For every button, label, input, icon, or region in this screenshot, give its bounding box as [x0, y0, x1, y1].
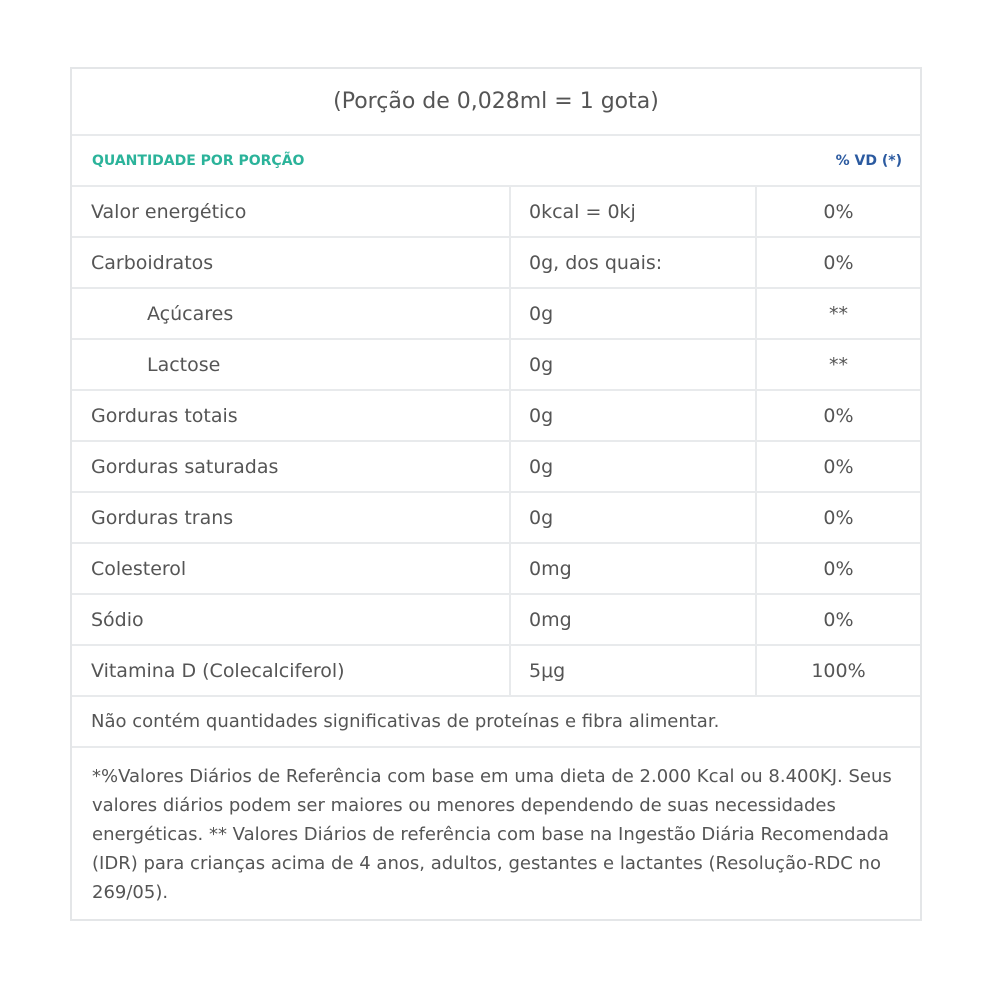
quantity-per-portion-header: QUANTIDADE POR PORÇÃO	[92, 152, 305, 169]
nutrient-name: Valor energético	[72, 187, 511, 236]
daily-value-header: % VD (*)	[835, 152, 902, 169]
nutrient-row-gorduras-saturadas	[72, 442, 920, 493]
nutrient-name: Gorduras trans	[72, 493, 511, 542]
table-header-row	[72, 136, 920, 187]
nutrient-daily-value: 0%	[823, 557, 854, 580]
nutrient-amount: 0g	[511, 442, 757, 491]
daily-value-footnote-row	[72, 748, 920, 919]
nutrient-amount: 0mg	[511, 544, 757, 593]
nutrient-name: Gorduras saturadas	[72, 442, 511, 491]
nutrient-daily-value: 0%	[823, 506, 854, 529]
nutrient-daily-value: 0%	[823, 404, 854, 427]
nutrient-row-acucares	[72, 289, 920, 340]
nutrient-row-sodio	[72, 595, 920, 646]
nutrient-amount: 0kcal = 0kj	[511, 187, 757, 236]
nutrient-amount: 0mg	[511, 595, 757, 644]
nutrient-amount: 0g	[511, 493, 757, 542]
nutrient-row-colesterol	[72, 544, 920, 595]
nutrient-row-lactose	[72, 340, 920, 391]
nutrient-daily-value: 0%	[823, 608, 854, 631]
nutrient-name: Lactose	[72, 340, 511, 389]
daily-value-footnote: *%Valores Diários de Referência com base em uma dieta de 2.000 Kcal ou 8.400KJ. Seus valores diários podem ser maiores ou menores dependendo de suas necessidades energéticas. ** Valores Diários de referência com base na Ingestão Diária Recomendada (IDR) para crianças acima de 4 anos, adultos, gestantes e lactantes (Resolução-RDC no 269/05).	[92, 766, 892, 903]
nutrient-row-gorduras-totais	[72, 391, 920, 442]
nutrient-name: Sódio	[72, 595, 511, 644]
nutrient-amount: 0g	[511, 289, 757, 338]
nutrient-row-vitamina-d	[72, 646, 920, 697]
not-significant-note-row	[72, 697, 920, 748]
nutrient-row-valor-energetico	[72, 187, 920, 238]
nutrient-amount: 0g, dos quais:	[511, 238, 757, 287]
nutrient-name: Carboidratos	[72, 238, 511, 287]
nutrient-daily-value: 0%	[823, 251, 854, 274]
not-significant-note: Não contém quantidades significativas de proteínas e fibra alimentar.	[91, 711, 720, 732]
nutrient-daily-value: **	[829, 302, 848, 325]
nutrient-daily-value: 0%	[823, 455, 854, 478]
nutrient-row-carboidratos	[72, 238, 920, 289]
nutrition-facts-table	[70, 67, 922, 921]
portion-size-text: (Porção de 0,028ml = 1 gota)	[333, 89, 659, 114]
nutrient-name: Colesterol	[72, 544, 511, 593]
nutrient-daily-value: **	[829, 353, 848, 376]
nutrient-amount: 5μg	[511, 646, 757, 695]
nutrient-row-gorduras-trans	[72, 493, 920, 544]
portion-size-row	[72, 69, 920, 136]
nutrient-amount: 0g	[511, 391, 757, 440]
nutrient-name: Açúcares	[72, 289, 511, 338]
nutrient-daily-value: 0%	[823, 200, 854, 223]
nutrient-name: Vitamina D (Colecalciferol)	[72, 646, 511, 695]
nutrient-name: Gorduras totais	[72, 391, 511, 440]
nutrient-amount: 0g	[511, 340, 757, 389]
nutrient-daily-value: 100%	[811, 659, 866, 682]
